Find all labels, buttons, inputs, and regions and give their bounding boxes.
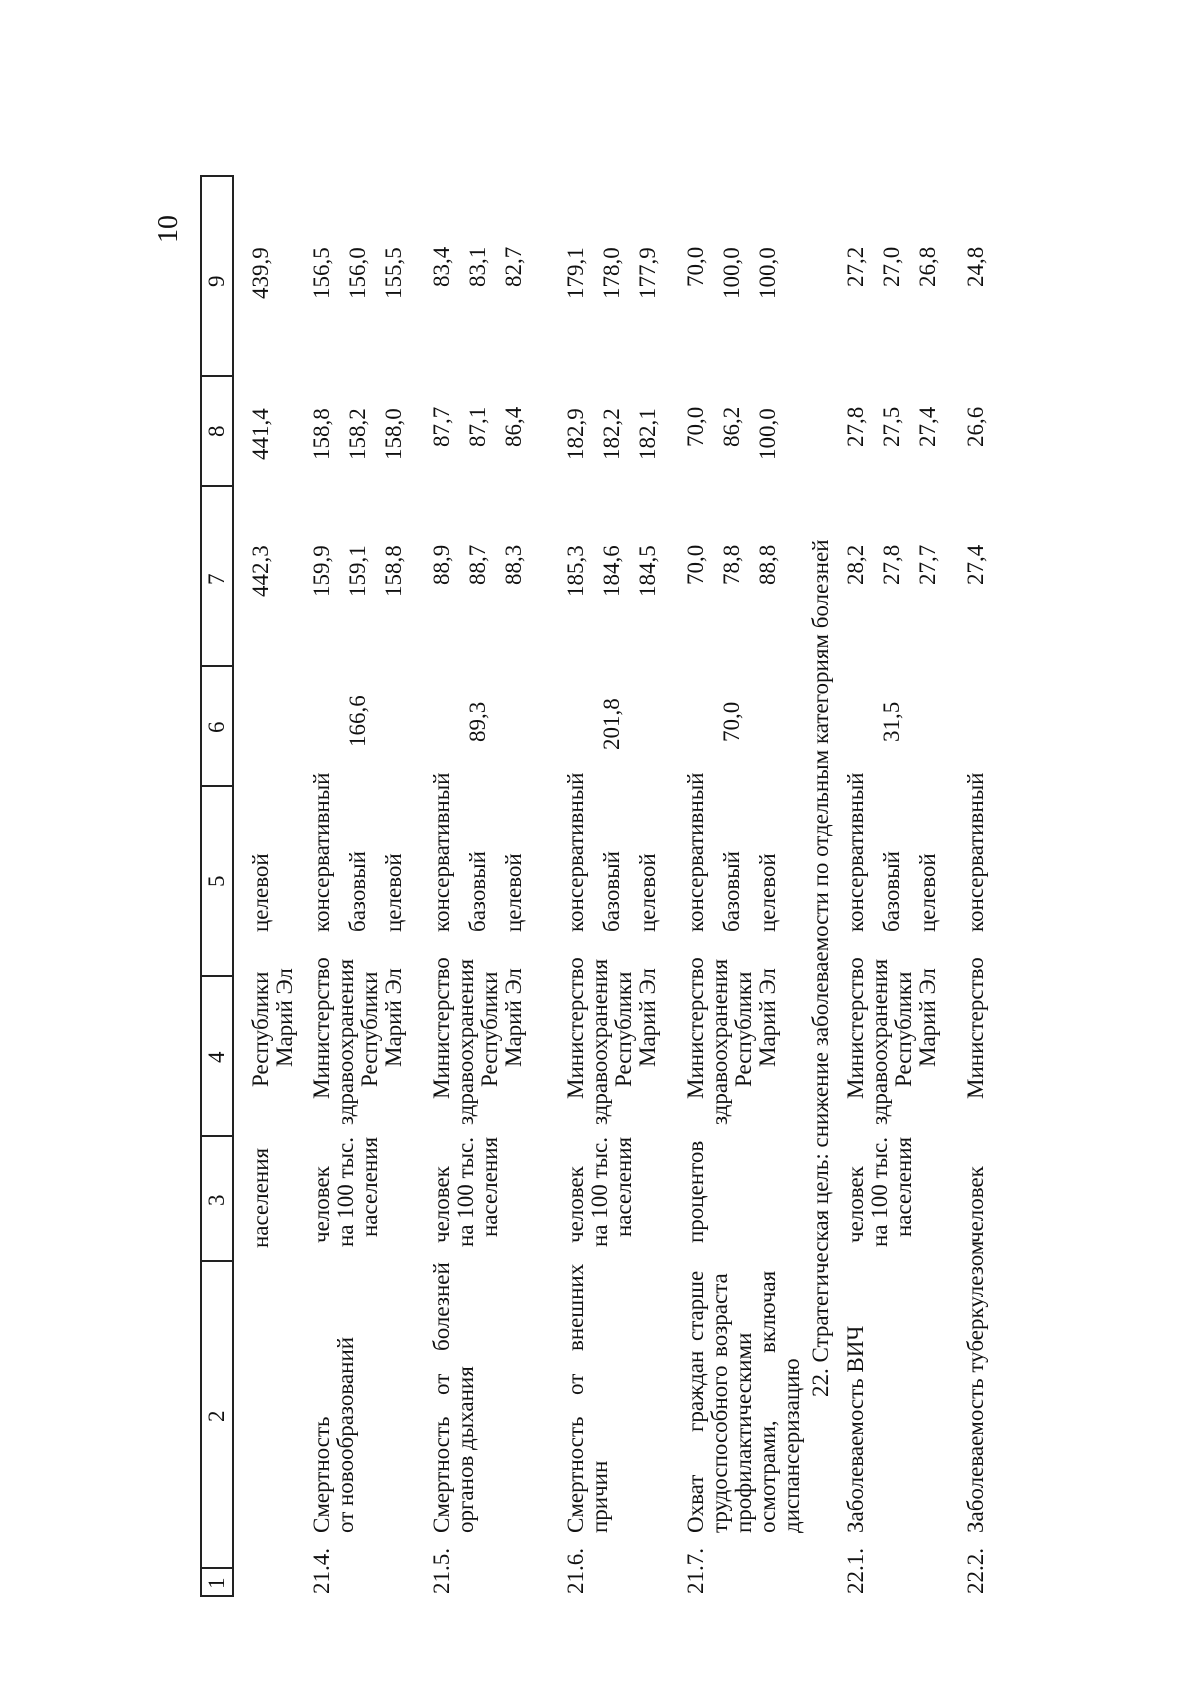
page-number: 10	[153, 215, 184, 243]
indicator-name: Охват	[683, 1474, 708, 1533]
scenario: консервативный	[843, 772, 868, 932]
base-value: 201,8	[599, 698, 624, 750]
value-col9: 27,2	[843, 246, 868, 287]
rotated-table-area	[153, 127, 1100, 1597]
responsible: Министерство	[963, 957, 988, 1099]
responsible: Министерство	[843, 957, 868, 1099]
row-number: 21.6.	[563, 1548, 588, 1594]
indicator-name: Смертность	[309, 1416, 334, 1533]
value-col9: 100,0	[719, 247, 744, 299]
indicator-name: внешних	[563, 1263, 588, 1351]
value-col8: 86,4	[501, 406, 526, 447]
value-col8: 158,8	[309, 408, 334, 460]
value-col8: 70,0	[683, 406, 708, 447]
value-col7: 88,9	[429, 544, 454, 585]
scenario: базовый	[345, 851, 370, 932]
col-divider	[200, 785, 234, 787]
responsible: Марий Эл	[915, 968, 940, 1067]
indicator-name: от	[429, 1373, 454, 1395]
header-col-8: 8	[204, 425, 229, 437]
indicator-name: старше	[683, 1270, 708, 1341]
unit: человек	[963, 1166, 988, 1243]
indicator-name: Заболеваемость туберкулезом	[963, 1240, 988, 1533]
responsible: Марий Эл	[755, 968, 780, 1067]
responsible: Министерство	[563, 957, 588, 1099]
row-number: 21.5.	[429, 1548, 454, 1594]
unit: населения	[891, 1136, 916, 1237]
col-divider	[200, 485, 234, 487]
cont-v8: 441,4	[248, 408, 273, 460]
row-number: 22.1.	[843, 1548, 868, 1594]
value-col7: 88,3	[501, 544, 526, 585]
responsible: Республики	[477, 971, 502, 1087]
value-col7: 27,8	[879, 544, 904, 585]
scenario: целевой	[915, 853, 940, 932]
section-heading: 22. Стратегическая цель: снижение заболеваемости по отдельным категориям болезней	[808, 539, 833, 1397]
value-col9: 155,5	[381, 247, 406, 299]
header-col-6: 6	[204, 721, 229, 733]
responsible: Министерство	[429, 957, 454, 1099]
value-col8: 182,9	[563, 408, 588, 460]
value-col9: 70,0	[683, 246, 708, 287]
responsible: Республики	[357, 971, 382, 1087]
value-col8: 100,0	[755, 408, 780, 460]
header-bottom-line	[232, 177, 234, 1597]
base-value: 89,3	[465, 701, 490, 742]
scenario: базовый	[465, 851, 490, 932]
cont-resp2: Марий Эл	[272, 968, 297, 1067]
scenario: базовый	[599, 851, 624, 932]
base-value: 166,6	[345, 695, 370, 747]
base-value: 31,5	[879, 701, 904, 742]
value-col8: 87,1	[465, 406, 490, 447]
scenario: базовый	[719, 851, 744, 932]
responsible: здравоохранения	[453, 958, 478, 1125]
header-col-4: 4	[204, 1051, 229, 1063]
unit: человек	[309, 1166, 334, 1243]
col-divider	[200, 1595, 234, 1597]
header-col-3: 3	[204, 1194, 229, 1206]
header-col-9: 9	[204, 275, 229, 287]
indicator-name: включая	[755, 1270, 780, 1353]
value-col9: 83,4	[429, 246, 454, 287]
responsible: Марий Эл	[501, 968, 526, 1067]
value-col7: 159,9	[309, 545, 334, 597]
value-col8: 158,2	[345, 408, 370, 460]
col-divider	[200, 1260, 234, 1262]
value-col7: 27,4	[963, 544, 988, 585]
responsible: Республики	[731, 971, 756, 1087]
indicator-name: граждан	[683, 1350, 708, 1432]
header-col-2: 2	[204, 1410, 229, 1422]
value-col9: 156,5	[309, 247, 334, 299]
indicator-name: от	[563, 1373, 588, 1395]
col-divider	[200, 1135, 234, 1137]
value-col9: 177,9	[635, 247, 660, 299]
header-top-line	[200, 177, 202, 1597]
indicator-name: трудоспособного	[707, 1365, 732, 1533]
scenario: целевой	[381, 853, 406, 932]
value-col8: 182,1	[635, 408, 660, 460]
value-col7: 78,8	[719, 544, 744, 585]
base-value: 70,0	[719, 701, 744, 742]
unit: населения	[357, 1136, 382, 1237]
responsible: здравоохранения	[867, 958, 892, 1125]
scenario: консервативный	[309, 772, 334, 932]
scenario: целевой	[635, 853, 660, 932]
responsible: Марий Эл	[635, 968, 660, 1067]
value-col8: 27,4	[915, 406, 940, 447]
value-col9: 26,8	[915, 246, 940, 287]
col-divider	[200, 375, 234, 377]
value-col9: 100,0	[755, 247, 780, 299]
value-col8: 26,6	[963, 406, 988, 447]
header-col-1: 1	[204, 1577, 229, 1589]
indicator-name: профилактическими	[731, 1332, 756, 1533]
value-col8: 86,2	[719, 406, 744, 447]
value-col7: 88,8	[755, 544, 780, 585]
unit: населения	[611, 1136, 636, 1237]
indicator-name: Заболеваемость ВИЧ	[843, 1325, 868, 1533]
value-col9: 82,7	[501, 246, 526, 287]
unit: на 100 тыс.	[587, 1137, 612, 1247]
scenario: консервативный	[429, 772, 454, 932]
indicator-name: причин	[587, 1460, 612, 1533]
cont-unit: населения	[248, 1147, 273, 1248]
cont-v7: 442,3	[248, 545, 273, 597]
unit: человек	[843, 1166, 868, 1243]
value-col7: 158,8	[381, 545, 406, 597]
value-col8: 87,7	[429, 406, 454, 447]
unit: на 100 тыс.	[333, 1137, 358, 1247]
scenario: целевой	[755, 853, 780, 932]
scenario: консервативный	[963, 772, 988, 932]
value-col9: 27,0	[879, 246, 904, 287]
value-col9: 178,0	[599, 247, 624, 299]
value-col7: 70,0	[683, 544, 708, 585]
cont-v9: 439,9	[248, 247, 273, 299]
responsible: Министерство	[683, 957, 708, 1099]
unit: населения	[477, 1136, 502, 1237]
value-col8: 182,2	[599, 408, 624, 460]
indicator-name: диспансеризацию	[779, 1358, 804, 1533]
row-number: 21.7.	[683, 1548, 708, 1594]
value-col9: 24,8	[963, 246, 988, 287]
row-number: 21.4.	[309, 1548, 334, 1594]
value-col7: 159,1	[345, 545, 370, 597]
scenario: целевой	[501, 853, 526, 932]
unit: на 100 тыс.	[453, 1137, 478, 1247]
scenario: базовый	[879, 851, 904, 932]
responsible: Республики	[891, 971, 916, 1087]
unit: процентов	[683, 1140, 708, 1243]
responsible: Марий Эл	[381, 968, 406, 1067]
indicator-name: возраста	[707, 1273, 732, 1357]
value-col7: 185,3	[563, 545, 588, 597]
indicator-name: болезней	[429, 1262, 454, 1351]
col-divider	[200, 665, 234, 667]
value-col9: 156,0	[345, 247, 370, 299]
value-col7: 88,7	[465, 544, 490, 585]
unit: человек	[429, 1166, 454, 1243]
scenario: консервативный	[563, 772, 588, 932]
responsible: Министерство	[309, 957, 334, 1099]
responsible: здравоохранения	[587, 958, 612, 1125]
value-col7: 28,2	[843, 544, 868, 585]
header-col-7: 7	[204, 573, 229, 585]
value-col8: 27,8	[843, 406, 868, 447]
value-col7: 184,5	[635, 545, 660, 597]
unit: человек	[563, 1166, 588, 1243]
row-number: 22.2.	[963, 1548, 988, 1594]
col-divider	[200, 1567, 234, 1569]
header-col-5: 5	[204, 875, 229, 887]
value-col8: 158,0	[381, 408, 406, 460]
value-col9: 83,1	[465, 246, 490, 287]
cont-scenario: целевой	[248, 853, 273, 932]
indicator-name: Смертность	[563, 1416, 588, 1533]
value-col7: 184,6	[599, 545, 624, 597]
indicator-name: осмотрами,	[755, 1420, 780, 1533]
value-col9: 179,1	[563, 247, 588, 299]
cont-resp: Республики	[248, 971, 273, 1087]
indicator-name: от новообразований	[333, 1336, 358, 1533]
responsible: здравоохранения	[333, 958, 358, 1125]
col-divider	[200, 175, 234, 177]
indicator-name: органов дыхания	[453, 1366, 478, 1533]
responsible: здравоохранения	[707, 958, 732, 1125]
responsible: Республики	[611, 971, 636, 1087]
value-col7: 27,7	[915, 544, 940, 585]
indicator-name: Смертность	[429, 1416, 454, 1533]
col-divider	[200, 975, 234, 977]
unit: на 100 тыс.	[867, 1137, 892, 1247]
scenario: консервативный	[683, 772, 708, 932]
value-col8: 27,5	[879, 406, 904, 447]
